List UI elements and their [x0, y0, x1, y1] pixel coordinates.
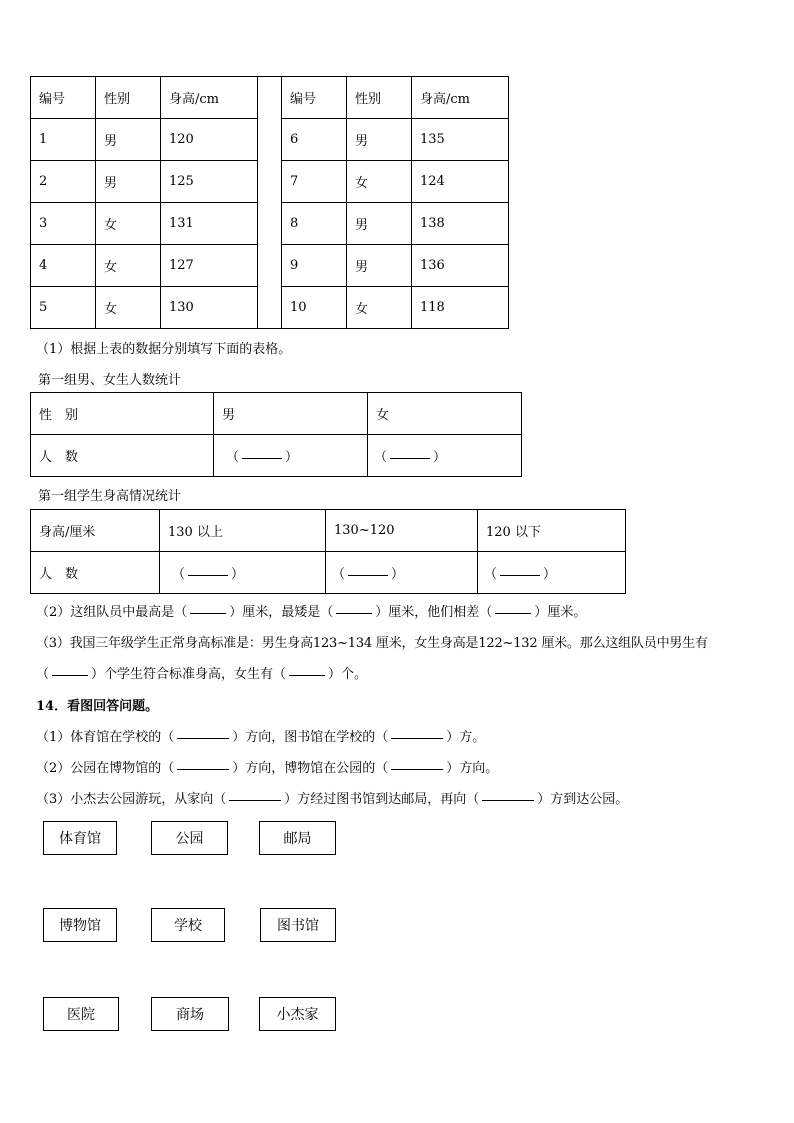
- answer-blank[interactable]: [348, 574, 388, 576]
- table-cell: 127: [161, 245, 258, 287]
- table-cell: 125: [161, 161, 258, 203]
- table-cell: 10: [282, 287, 347, 329]
- table-cell: 9: [282, 245, 347, 287]
- answer-blank[interactable]: [177, 768, 229, 770]
- table-row: [31, 510, 626, 552]
- table-cell: 男: [96, 161, 161, 203]
- map-box-park: 公园: [151, 821, 228, 855]
- answer-blank[interactable]: [188, 574, 228, 576]
- header-cell: 性别: [96, 77, 161, 119]
- header-cell: 性别: [347, 77, 412, 119]
- table-cell: 女: [347, 287, 412, 329]
- q14-1-part1: （1）体育馆在学校的（: [36, 730, 175, 745]
- answer-blank[interactable]: [177, 737, 229, 739]
- q1-intro: （1）根据上表的数据分别填写下面的表格。: [36, 342, 292, 357]
- q14-3-part2: ）方经过图书馆到达邮局，再向（: [284, 792, 480, 807]
- header-cell: 编号: [282, 77, 347, 119]
- table-cell: 女: [347, 161, 412, 203]
- map-box-xiaojie-home: 小杰家: [259, 997, 336, 1031]
- answer-cell-below-120[interactable]: [478, 552, 626, 594]
- paren-close: ）: [285, 450, 299, 465]
- q3-part2: ）个学生符合标准身高，女生有（: [91, 667, 287, 682]
- paren-close: ）: [543, 567, 557, 582]
- question-14-3: [36, 788, 628, 807]
- map-box-hospital: 医院: [43, 997, 119, 1031]
- q14-2-part1: （2）公园在博物馆的（: [36, 761, 175, 776]
- header-cell: 身高/cm: [412, 77, 509, 119]
- gender-count-table: [30, 392, 522, 477]
- table-cell: 女: [368, 393, 522, 435]
- answer-blank[interactable]: [391, 768, 443, 770]
- q14-1-part2: ）方向，图书馆在学校的（: [232, 730, 389, 745]
- q2-part2: ）厘米，最矮是（: [229, 605, 334, 620]
- answer-blank[interactable]: [242, 457, 282, 459]
- table-cell: 女: [96, 245, 161, 287]
- table-cell: 135: [412, 119, 509, 161]
- header-cell: 身高/cm: [161, 77, 258, 119]
- q2-part3: ）厘米，他们相差（: [375, 605, 493, 620]
- paren-close: ）: [391, 567, 405, 582]
- question-14-1: [36, 726, 485, 745]
- answer-blank[interactable]: [336, 612, 372, 614]
- question-3-line2: [36, 663, 367, 682]
- table-cell: 130: [161, 287, 258, 329]
- table-cell: 男: [347, 203, 412, 245]
- answer-blank[interactable]: [289, 674, 325, 676]
- table-cell: 4: [31, 245, 96, 287]
- answer-cell-above-130[interactable]: [160, 552, 326, 594]
- table-cell: 138: [412, 203, 509, 245]
- table-cell: 136: [412, 245, 509, 287]
- map-box-gym: 体育馆: [43, 821, 117, 855]
- answer-blank[interactable]: [495, 612, 531, 614]
- table-cell: 131: [161, 203, 258, 245]
- table-cell: 130 以上: [160, 510, 326, 552]
- table-cell: 2: [31, 161, 96, 203]
- map-box-school: 学校: [151, 908, 225, 942]
- question-3-line1: （3）我国三年级学生正常身高标准是：男生身高123~134 厘米，女生身高是122~132 厘米。那么这组队员中男生有: [36, 636, 708, 651]
- table-cell: 124: [412, 161, 509, 203]
- question-2: [36, 601, 586, 620]
- table-cell: 人 数: [31, 552, 160, 594]
- height-stats-table: [30, 509, 626, 594]
- table-cell: 5: [31, 287, 96, 329]
- answer-cell-120-130[interactable]: [326, 552, 478, 594]
- paren-open: （: [172, 567, 186, 582]
- table-cell: 男: [214, 393, 368, 435]
- q2-part4: ）厘米。: [534, 605, 587, 620]
- paren-close: ）: [433, 450, 447, 465]
- q14-2-part3: ）方向。: [446, 761, 499, 776]
- table-cell: 男: [347, 245, 412, 287]
- table-cell: 120 以下: [478, 510, 626, 552]
- answer-cell-male[interactable]: [214, 435, 368, 477]
- table-cell: 女: [96, 287, 161, 329]
- map-box-library: 图书馆: [260, 908, 336, 942]
- table-cell: 男: [96, 119, 161, 161]
- table-cell: 1: [31, 119, 96, 161]
- table-cell: 7: [282, 161, 347, 203]
- table-gap: [258, 77, 282, 329]
- q2-part1: （2）这组队员中最高是（: [36, 605, 188, 620]
- table-row: [31, 552, 626, 594]
- table-cell: 人 数: [31, 435, 214, 477]
- map-box-museum: 博物馆: [43, 908, 117, 942]
- height-table-caption: 第一组学生身高情况统计: [38, 489, 182, 504]
- header-cell: 编号: [31, 77, 96, 119]
- table-cell: 118: [412, 287, 509, 329]
- q14-3-part3: ）方到达公园。: [537, 792, 629, 807]
- paren-open: （: [226, 450, 240, 465]
- answer-blank[interactable]: [391, 737, 443, 739]
- table-cell: 6: [282, 119, 347, 161]
- q14-3-part1: （3）小杰去公园游玩，从家向（: [36, 792, 227, 807]
- q14-1-part3: ）方。: [446, 730, 486, 745]
- answer-blank[interactable]: [229, 799, 281, 801]
- table-cell: 男: [347, 119, 412, 161]
- table-cell: 130~120: [326, 510, 478, 552]
- answer-blank[interactable]: [500, 574, 540, 576]
- answer-blank[interactable]: [482, 799, 534, 801]
- table-row: [31, 435, 522, 477]
- paren-open: （: [484, 567, 498, 582]
- answer-blank[interactable]: [190, 612, 226, 614]
- table-cell: 女: [96, 203, 161, 245]
- table-header-row: [31, 77, 509, 119]
- table-row: [31, 393, 522, 435]
- q3-part1: （: [36, 667, 50, 682]
- map-box-post-office: 邮局: [259, 821, 336, 855]
- map-box-mall: 商场: [151, 997, 229, 1031]
- q14-2-part2: ）方向，博物馆在公园的（: [232, 761, 389, 776]
- table-cell: 性 别: [31, 393, 214, 435]
- question-14-2: [36, 757, 498, 776]
- table-cell: 3: [31, 203, 96, 245]
- paren-open: （: [332, 567, 346, 582]
- question-14-title: 14．看图回答问题。: [36, 699, 159, 714]
- answer-cell-female[interactable]: [368, 435, 522, 477]
- answer-blank[interactable]: [390, 457, 430, 459]
- answer-blank[interactable]: [52, 674, 88, 676]
- table-cell: 8: [282, 203, 347, 245]
- q3-part3: ）个。: [328, 667, 368, 682]
- paren-open: （: [374, 450, 388, 465]
- gender-table-caption: 第一组男、女生人数统计: [38, 373, 182, 388]
- data-table: [30, 76, 509, 329]
- table-cell: 120: [161, 119, 258, 161]
- paren-close: ）: [231, 567, 245, 582]
- table-cell: 身高/厘米: [31, 510, 160, 552]
